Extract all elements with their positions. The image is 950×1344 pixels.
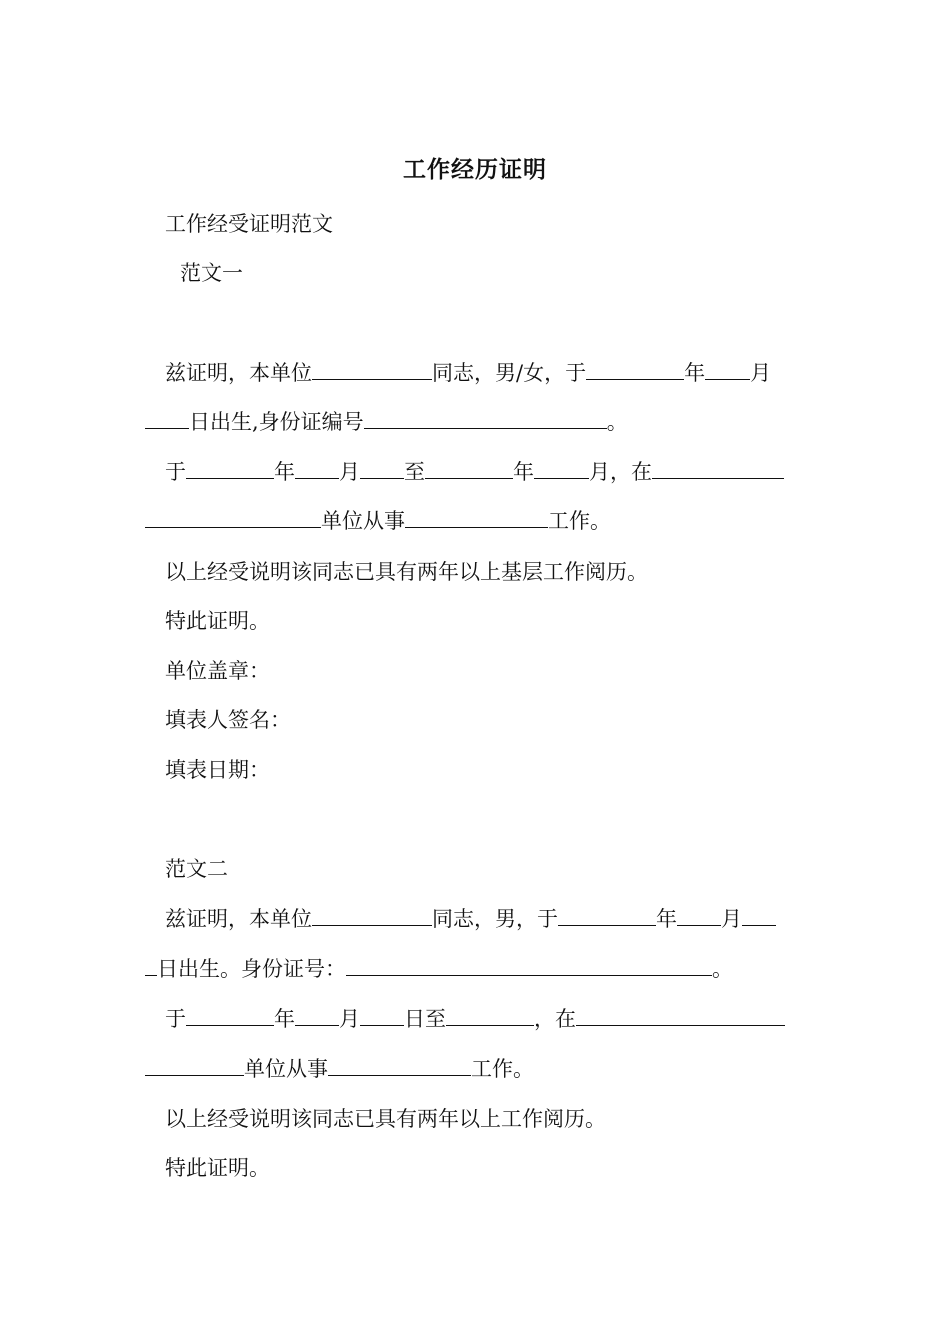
start-year-blank[interactable] [186, 456, 274, 479]
id-number-blank[interactable] [364, 406, 607, 429]
birth-year-blank[interactable] [586, 357, 684, 380]
sample2-l3-text-d: 日至 [404, 1007, 446, 1031]
sample2-line4 [145, 1053, 534, 1085]
sample1-l1-text-b: 同志，男/女，于 [432, 361, 587, 385]
sample1-l1-text-c: 年 [684, 361, 706, 385]
employer-blank-2-start[interactable] [576, 1003, 785, 1026]
sample2-l4-text-a: 单位从事 [244, 1057, 328, 1081]
id-number-blank-2[interactable] [346, 953, 712, 976]
sample1-l3-text-f: 月，在 [589, 460, 652, 484]
sample1-line3 [165, 456, 784, 488]
sample1-l4-text-b: 工作。 [548, 509, 611, 533]
sample2-line3 [165, 1003, 785, 1035]
sample2-l1-text-a: 兹证明，本单位 [165, 907, 312, 931]
sample2-line2 [145, 953, 733, 985]
sample1-seal-label: 单位盖章： [165, 659, 270, 683]
sample1-heading: 范文一 [180, 261, 243, 285]
sample1-l3-text-c: 月 [339, 460, 360, 484]
birth-month-blank[interactable] [705, 357, 750, 380]
birth-day-blank[interactable] [145, 406, 189, 429]
end-date-blank-2[interactable] [446, 1003, 534, 1026]
sample2-l3-text-e: ，在 [534, 1007, 576, 1031]
job-role-blank[interactable] [405, 505, 548, 528]
sample2-l3-text-c: 月 [339, 1007, 360, 1031]
start-month-blank[interactable] [295, 456, 339, 479]
sample2-l3-text-b: 年 [274, 1007, 295, 1031]
start-month-blank-2[interactable] [295, 1003, 339, 1026]
start-year-blank-2[interactable] [186, 1003, 274, 1026]
sample1-statement: 以上经受说明该同志已具有两年以上基层工作阅历。 [165, 560, 648, 584]
sample1-l1-text-d: 月 [750, 361, 772, 385]
sample1-l3-text-e: 年 [513, 460, 534, 484]
sample1-l3-text-a: 于 [165, 460, 186, 484]
sample2-l2-text-a: 日出生。身份证号： [157, 957, 346, 981]
employer-blank-start[interactable] [652, 456, 784, 479]
sample2-statement: 以上经受说明该同志已具有两年以上工作阅历。 [165, 1107, 606, 1131]
sample2-l1-text-b: 同志，男，于 [432, 907, 558, 931]
end-month-blank[interactable] [534, 456, 589, 479]
sample2-l1-text-d: 月 [721, 907, 742, 931]
sample1-line4 [145, 505, 611, 537]
employer-blank-end[interactable] [145, 505, 321, 528]
employer-blank-2-end[interactable] [145, 1053, 244, 1076]
document-title: 工作经历证明 [403, 156, 547, 183]
job-role-blank-2[interactable] [328, 1053, 471, 1076]
birth-month-blank-2[interactable] [677, 903, 721, 926]
sample2-l1-text-c: 年 [656, 907, 677, 931]
sample2-l4-text-b: 工作。 [471, 1057, 534, 1081]
sample1-l4-text-a: 单位从事 [321, 509, 405, 533]
unit-name-blank-2[interactable] [312, 903, 432, 926]
unit-name-blank[interactable] [312, 357, 432, 380]
sample1-l3-text-d: 至 [404, 460, 425, 484]
sample1-l1-text-a: 兹证明，本单位 [165, 361, 312, 385]
sample1-signer-label: 填表人签名： [165, 708, 291, 732]
start-day-blank[interactable] [360, 456, 404, 479]
end-year-blank[interactable] [425, 456, 513, 479]
sample2-l2-text-b: 。 [712, 957, 733, 981]
sample2-heading: 范文二 [165, 857, 228, 881]
sample2-l3-text-a: 于 [165, 1007, 186, 1031]
sample1-line2 [145, 406, 628, 438]
birth-day-blank-2-start[interactable] [742, 903, 776, 926]
start-day-blank-2[interactable] [360, 1003, 404, 1026]
birth-day-blank-2-end[interactable] [145, 953, 157, 976]
sample2-line1 [165, 903, 776, 935]
sample1-l3-text-b: 年 [274, 460, 295, 484]
sample1-l2-text-a: 日出生,身份证编号 [189, 410, 364, 434]
birth-year-blank-2[interactable] [558, 903, 656, 926]
sample1-closing: 特此证明。 [165, 609, 270, 633]
sample1-date-label: 填表日期： [165, 758, 270, 782]
sample1-line1 [165, 357, 771, 389]
sample1-l2-text-b: 。 [606, 410, 628, 434]
sample2-closing: 特此证明。 [165, 1156, 270, 1180]
document-subtitle: 工作经受证明范文 [165, 212, 333, 236]
